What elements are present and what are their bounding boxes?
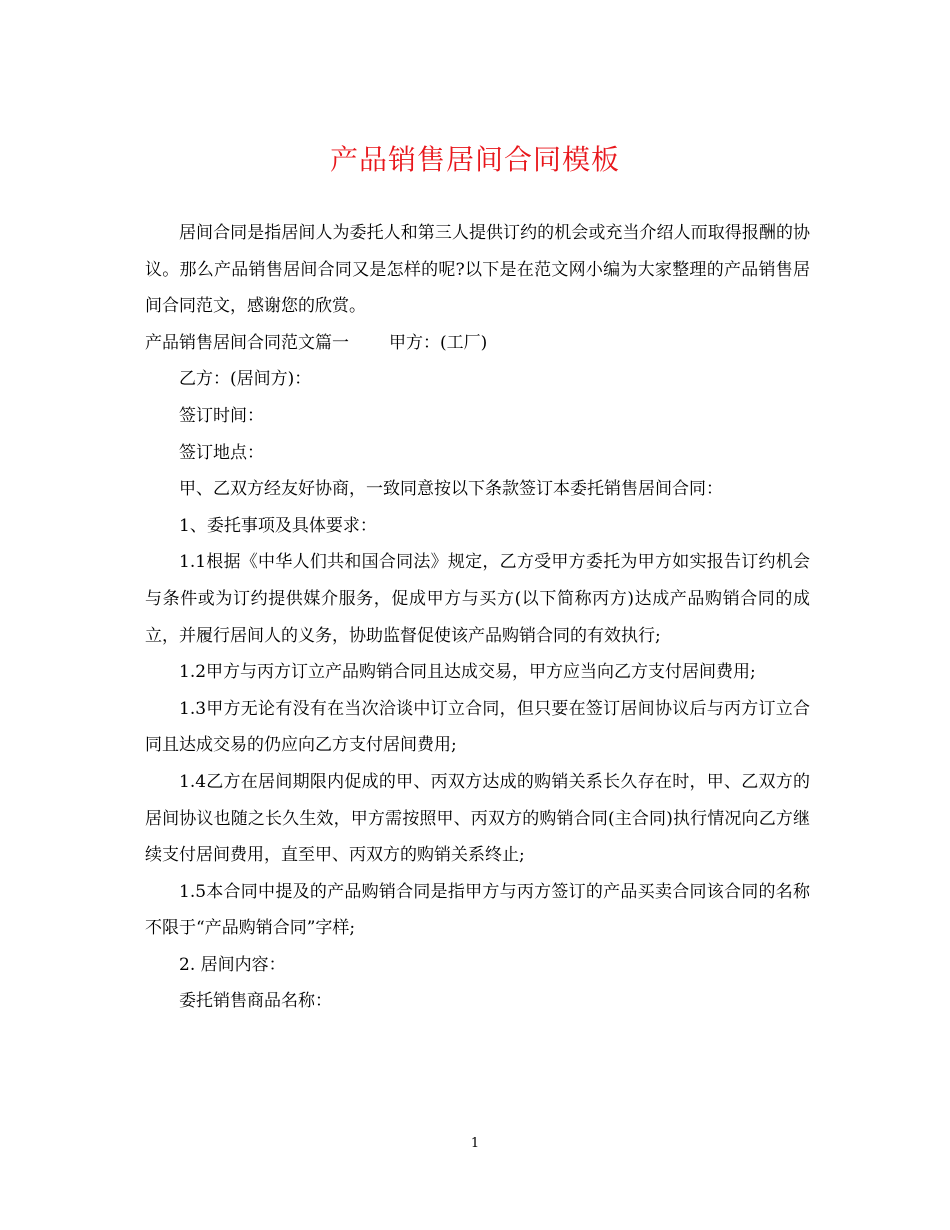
document-body <box>145 215 810 1020</box>
sign-place-line: 签订地点： <box>179 442 264 463</box>
section-heading: 产品销售居间合同范文篇一 <box>145 332 349 353</box>
clause-1-2: 1.2甲方与丙方订立产品购销合同且达成交易，甲方应当向乙方支付居间费用; <box>179 662 756 683</box>
sign-time-line: 签订时间： <box>179 405 264 426</box>
party-b-line: 乙方：(居间方)： <box>179 369 312 390</box>
clause-1-5: 1.5本合同中提及的产品购销合同是指甲方与丙方签订的产品买卖合同该合同的名称不限于“产品购销合同”字样; <box>145 881 810 939</box>
section-heading-line <box>145 325 810 362</box>
clause-1-3: 1.3甲方无论有没有在当次洽谈中订立合同，但只要在签订居间协议后与丙方订立合同且达成交易的仍应向乙方支付居间费用; <box>145 698 810 756</box>
clause-2-heading: 2. 居间内容： <box>179 954 286 975</box>
clause-1-heading: 1、委托事项及具体要求： <box>179 515 377 536</box>
agreement-paragraph: 甲、乙双方经友好协商，一致同意按以下条款签订本委托销售居间合同： <box>179 479 723 500</box>
party-a-line: 甲方：(工厂) <box>389 332 488 353</box>
product-name-line: 委托销售商品名称： <box>179 991 332 1012</box>
page-number: 1 <box>470 1136 480 1151</box>
document-title: 产品销售居间合同模板 <box>329 143 620 176</box>
clause-1-1: 1.1根据《中华人们共和国合同法》规定，乙方受甲方委托为甲方如实报告订约机会与条件或为订约提供媒介服务，促成甲方与买方(以下简称丙方)达成产品购销合同的成立，并履行居间人的义务，协助监督促使该产品购销合同的有效执行; <box>145 552 810 646</box>
intro-paragraph: 居间合同是指居间人为委托人和第三人提供订约的机会或充当介绍人而取得报酬的协议。那么产品销售居间合同又是怎样的呢?以下是在范文网小编为大家整理的产品销售居间合同范文，感谢您的欣赏。 <box>145 223 810 317</box>
clause-1-4: 1.4乙方在居间期限内促成的甲、丙双方达成的购销关系长久存在时，甲、乙双方的居间协议也随之长久生效，甲方需按照甲、丙双方的购销合同(主合同)执行情况向乙方继续支付居间费用，直至甲、丙双方的购销关系终止; <box>145 771 810 866</box>
